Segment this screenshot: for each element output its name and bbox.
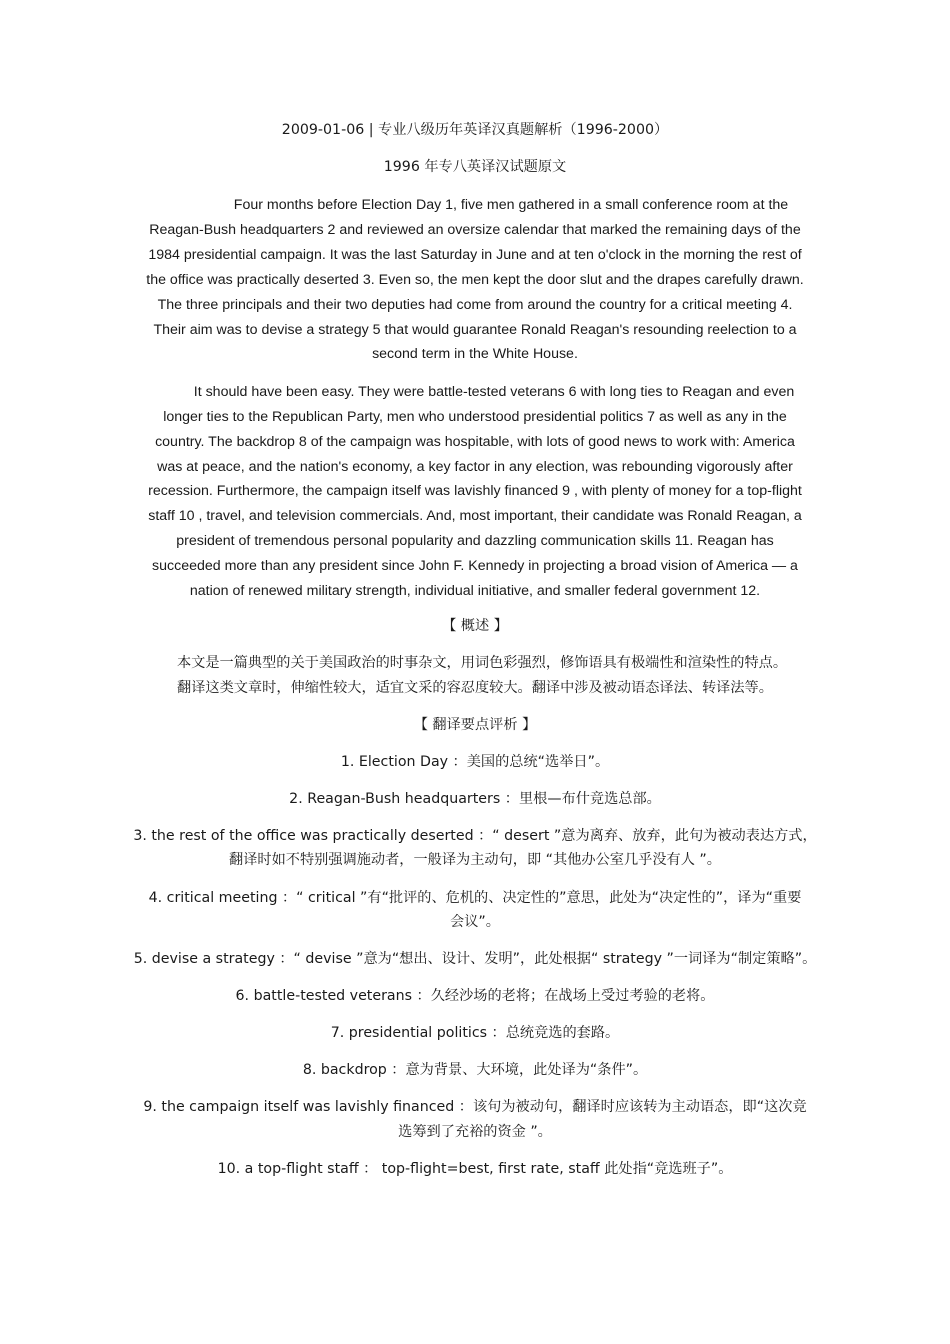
analysis-item-2: 2. Reagan-Bush headquarters ：里根—布什竞选总部。 [289, 791, 661, 807]
passage-line: staff 10 , travel, and television commercials. And, most important, their candidate was Ronald Reagan, a [148, 508, 802, 524]
passage-line: Reagan-Bush headquarters 2 and reviewed an oversize calendar that marked the remaining days of the [149, 222, 801, 238]
passage-line: The three principals and their two deputies had come from around the country for a critical meeting 4. [157, 297, 793, 313]
analysis-item-3-cont: 翻译时如不特别强调施动者，一般译为主动句，即 “其他办公室几乎没有人 ”。 [229, 852, 721, 868]
passage-line: the office was practically deserted 3. Even so, the men kept the door slut and the drapes carefully drawn. [146, 272, 804, 288]
passage-line: country. The backdrop 8 of the campaign was hospitable, with lots of good news to work with: America [155, 434, 795, 450]
passage-line: president of tremendous personal popularity and dazzling communication skills 11. Reagan has [176, 533, 774, 549]
passage-line: Four months before Election Day 1, five men gathered in a small conference room at the [233, 197, 789, 213]
analysis-item-6: 6. battle-tested veterans ：久经沙场的老将；在战场上受过考验的老将。 [235, 988, 715, 1004]
analysis-item-10: 10. a top-flight staff ： top-flight=best, first rate, staff 此处指“竞选班子”。 [217, 1161, 733, 1177]
date-title: 2009-01-06 | 专业八级历年英译汉真题解析（1996-2000） [281, 122, 669, 138]
passage-line: succeeded more than any president since John F. Kennedy in projecting a broad vision of America — a [152, 558, 798, 574]
passage-line: second term in the White House. [372, 346, 578, 362]
analysis-heading: 【 翻译要点评析 】 [413, 717, 537, 733]
passage-line: 1984 presidential campaign. It was the last Saturday in June and at ten o'clock in the morning the rest of [148, 247, 802, 263]
passage-line: recession. Furthermore, the campaign itself was lavishly financed 9 , with plenty of money for a top-flight [148, 483, 802, 499]
passage-line: It should have been easy. They were battle-tested veterans 6 with long ties to Reagan and even [193, 384, 795, 400]
analysis-item-8: 8. backdrop ：意为背景、大环境，此处译为“条件”。 [302, 1062, 648, 1078]
analysis-item-4-cont: 会议”。 [450, 914, 500, 930]
overview-heading: 【 概述 】 [442, 618, 508, 634]
overview-line: 翻译这类文章时，伸缩性较大，适宜文采的容忍度较大。翻译中涉及被动语态译法、转译法等。 [177, 680, 773, 696]
analysis-item-9: 9. the campaign itself was lavishly financed ：该句为被动句，翻译时应该转为主动语态，即“这次竞 [143, 1099, 807, 1115]
analysis-item-4: 4. critical meeting ：“ critical ”有“批评的、危机的、决定性的”意思，此处为“决定性的”，译为“重要 [148, 890, 802, 906]
analysis-item-9-cont: 选筹到了充裕的资金 ”。 [398, 1124, 552, 1140]
analysis-item-7: 7. presidential politics ：总统竞选的套路。 [330, 1025, 620, 1041]
analysis-item-3: 3. the rest of the office was practically deserted ：“ desert ”意为离弃、放弃，此句为被动表达方式， [133, 828, 817, 844]
subtitle: 1996 年专八英译汉试题原文 [383, 159, 567, 175]
overview-line: 本文是一篇典型的关于美国政治的时事杂文，用词色彩强烈，修饰语具有极端性和渲染性的特点。 [176, 655, 788, 671]
passage-line: nation of renewed military strength, individual initiative, and smaller federal government 12. [189, 583, 761, 599]
passage-line: Their aim was to devise a strategy 5 that would guarantee Ronald Reagan's resounding reelection to a [153, 322, 797, 338]
analysis-item-1: 1. Election Day ：美国的总统“选举日”。 [340, 754, 610, 770]
analysis-item-5: 5. devise a strategy ：“ devise ”意为“想出、设计、发明”，此处根据“ strategy ”一词译为“制定策略”。 [133, 951, 817, 967]
passage-line: longer ties to the Republican Party, men who understood presidential politics 7 as well as any in the [163, 409, 787, 425]
passage-line: was at peace, and the nation's economy, a key factor in any election, was rebounding vigorously after [157, 459, 793, 475]
